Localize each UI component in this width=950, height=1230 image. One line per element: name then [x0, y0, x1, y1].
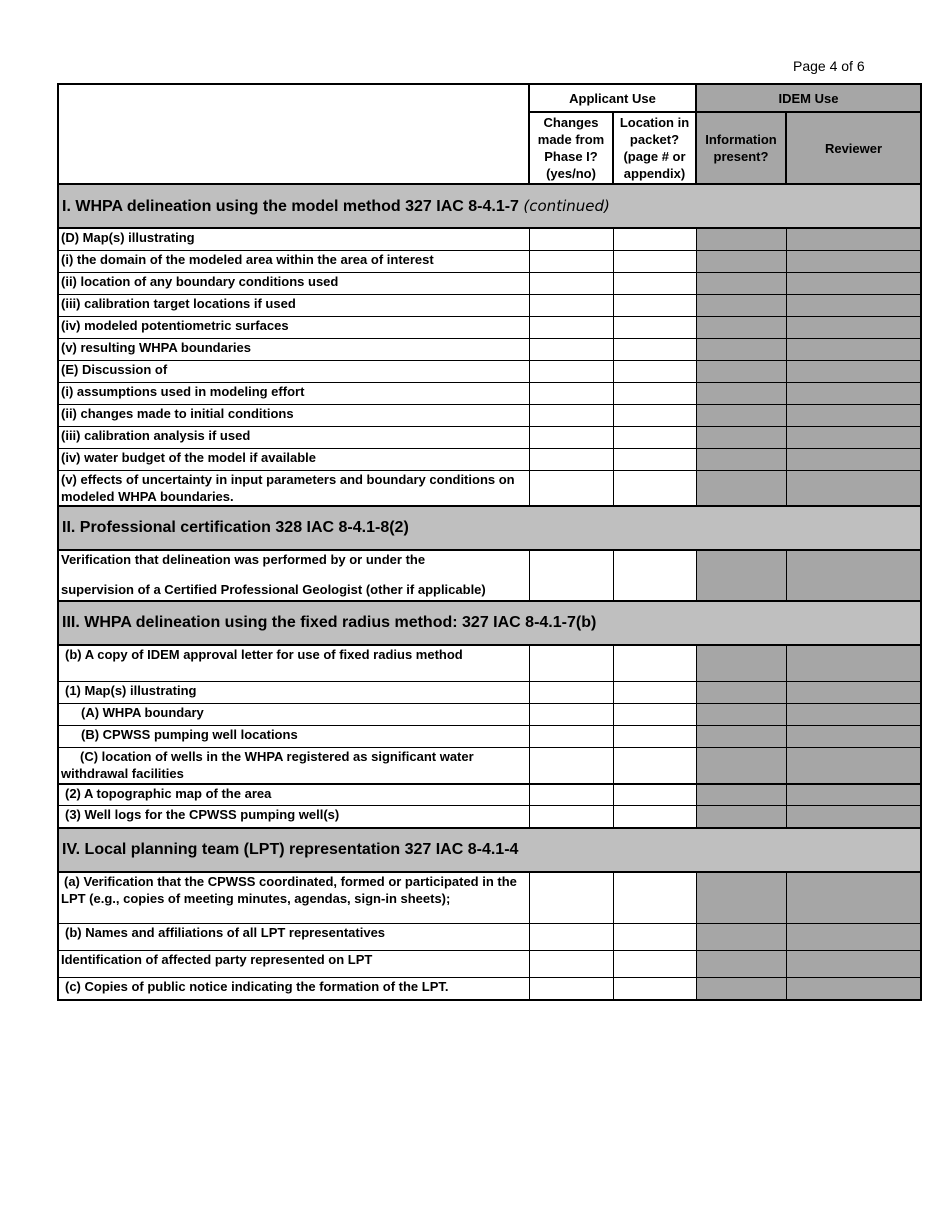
location-cell[interactable] — [613, 924, 696, 951]
reviewer-cell — [786, 382, 921, 404]
reviewer-cell — [786, 228, 921, 250]
reviewer-cell — [786, 924, 921, 951]
section-2-header: II. Professional certification 328 IAC 8-4.1-8(2) — [58, 506, 921, 550]
table-row — [58, 645, 921, 682]
table-row — [58, 748, 921, 784]
section-1-header — [58, 184, 921, 228]
row-label: (B) CPWSS pumping well locations — [58, 726, 529, 748]
col-changes-header: Changes made from Phase I? (yes/no) — [529, 112, 613, 184]
changes-cell[interactable] — [529, 316, 613, 338]
info-cell — [696, 470, 786, 506]
row-label: Identification of affected party represented on LPT — [58, 951, 529, 978]
changes-cell[interactable] — [529, 978, 613, 1000]
info-cell — [696, 726, 786, 748]
table-row — [58, 550, 921, 601]
info-cell — [696, 924, 786, 951]
info-cell — [696, 784, 786, 806]
reviewer-cell — [786, 978, 921, 1000]
row-label-line-1: Verification that delineation was performed by or under the — [61, 551, 426, 567]
table-row — [58, 470, 921, 506]
info-cell — [696, 426, 786, 448]
reviewer-cell — [786, 748, 921, 784]
table-row — [58, 382, 921, 404]
col-reviewer-header: Reviewer — [786, 112, 921, 184]
row-label: (3) Well logs for the CPWSS pumping well(s) — [58, 806, 529, 828]
row-label: (b) Names and affiliations of all LPT representatives — [58, 924, 529, 951]
table-row — [58, 978, 921, 1000]
location-cell[interactable] — [613, 806, 696, 828]
info-cell — [696, 360, 786, 382]
location-cell[interactable] — [613, 704, 696, 726]
changes-cell[interactable] — [529, 360, 613, 382]
reviewer-cell — [786, 726, 921, 748]
info-cell — [696, 294, 786, 316]
location-cell[interactable] — [613, 978, 696, 1000]
col-location-header: Location in packet? (page # or appendix) — [613, 112, 696, 184]
location-cell[interactable] — [613, 470, 696, 506]
location-cell[interactable] — [613, 360, 696, 382]
row-label: (A) WHPA boundary — [58, 704, 529, 726]
changes-cell[interactable] — [529, 748, 613, 784]
table-row — [58, 872, 921, 924]
changes-cell[interactable] — [529, 550, 613, 601]
row-label: (c) Copies of public notice indicating the formation of the LPT. — [58, 978, 529, 1000]
info-cell — [696, 338, 786, 360]
reviewer-cell — [786, 550, 921, 601]
info-cell — [696, 872, 786, 924]
changes-cell[interactable] — [529, 704, 613, 726]
table-row — [58, 294, 921, 316]
reviewer-cell — [786, 448, 921, 470]
reviewer-cell — [786, 806, 921, 828]
row-label: (b) A copy of IDEM approval letter for use of fixed radius method — [58, 645, 529, 682]
changes-cell[interactable] — [529, 382, 613, 404]
location-cell[interactable] — [613, 426, 696, 448]
info-cell — [696, 228, 786, 250]
row-label-line-1: (C) location of wells in the WHPA registered as significant water — [80, 749, 474, 764]
table-row — [58, 250, 921, 272]
section-1-suffix: (continued) — [523, 196, 610, 215]
location-cell[interactable] — [613, 726, 696, 748]
page-number: Page 4 of 6 — [793, 58, 865, 74]
reviewer-cell — [786, 294, 921, 316]
row-label-line-2: supervision of a Certified Professional Geologist (other if applicable) — [61, 581, 486, 597]
section-1-title: I. WHPA delineation using the model method 327 IAC 8-4.1-7 — [62, 197, 519, 215]
reviewer-cell — [786, 272, 921, 294]
changes-cell[interactable] — [529, 951, 613, 978]
row-label: (D) Map(s) illustrating — [58, 228, 529, 250]
location-cell[interactable] — [613, 951, 696, 978]
checklist-table — [57, 83, 922, 1001]
col-info-header: Information present? — [696, 112, 786, 184]
row-label: (iv) modeled potentiometric surfaces — [58, 316, 529, 338]
location-cell[interactable] — [613, 784, 696, 806]
changes-cell[interactable] — [529, 294, 613, 316]
info-cell — [696, 951, 786, 978]
table-row — [58, 704, 921, 726]
idem-use-header: IDEM Use — [696, 84, 921, 112]
location-cell[interactable] — [613, 316, 696, 338]
table-row — [58, 338, 921, 360]
section-3-header: III. WHPA delineation using the fixed radius method: 327 IAC 8-4.1-7(b) — [58, 601, 921, 645]
reviewer-cell — [786, 951, 921, 978]
reviewer-cell — [786, 784, 921, 806]
info-cell — [696, 382, 786, 404]
table-row — [58, 682, 921, 704]
reviewer-cell — [786, 872, 921, 924]
location-cell[interactable] — [613, 550, 696, 601]
info-cell — [696, 550, 786, 601]
info-cell — [696, 404, 786, 426]
table-row — [58, 360, 921, 382]
changes-cell[interactable] — [529, 404, 613, 426]
info-cell — [696, 978, 786, 1000]
info-cell — [696, 448, 786, 470]
reviewer-cell — [786, 404, 921, 426]
table-row — [58, 924, 921, 951]
applicant-use-header: Applicant Use — [529, 84, 696, 112]
info-cell — [696, 272, 786, 294]
table-row — [58, 404, 921, 426]
info-cell — [696, 250, 786, 272]
row-label: (a) Verification that the CPWSS coordinated, formed or participated in the LPT (e.g., copies of meeting minutes, agendas, sign-in sheets); — [58, 872, 529, 924]
changes-cell[interactable] — [529, 448, 613, 470]
location-cell[interactable] — [613, 645, 696, 682]
location-cell[interactable] — [613, 228, 696, 250]
changes-cell[interactable] — [529, 426, 613, 448]
location-cell[interactable] — [613, 338, 696, 360]
reviewer-cell — [786, 704, 921, 726]
row-label: (iii) calibration analysis if used — [58, 426, 529, 448]
row-label-line-2: withdrawal facilities — [61, 766, 184, 781]
changes-cell[interactable] — [529, 338, 613, 360]
location-cell[interactable] — [613, 272, 696, 294]
row-label: (iii) calibration target locations if used — [58, 294, 529, 316]
location-cell[interactable] — [613, 448, 696, 470]
row-label: (E) Discussion of — [58, 360, 529, 382]
table-row — [58, 784, 921, 806]
info-cell — [696, 806, 786, 828]
changes-cell[interactable] — [529, 250, 613, 272]
info-cell — [696, 704, 786, 726]
changes-cell[interactable] — [529, 682, 613, 704]
reviewer-cell — [786, 682, 921, 704]
reviewer-cell — [786, 470, 921, 506]
header-blank — [58, 84, 529, 184]
row-label: (2) A topographic map of the area — [58, 784, 529, 806]
table-row — [58, 272, 921, 294]
reviewer-cell — [786, 645, 921, 682]
section-4-header: IV. Local planning team (LPT) representation 327 IAC 8-4.1-4 — [58, 828, 921, 872]
table-row — [58, 316, 921, 338]
changes-cell[interactable] — [529, 272, 613, 294]
location-cell[interactable] — [613, 404, 696, 426]
row-label: (v) resulting WHPA boundaries — [58, 338, 529, 360]
info-cell — [696, 748, 786, 784]
reviewer-cell — [786, 426, 921, 448]
changes-cell[interactable] — [529, 806, 613, 828]
reviewer-cell — [786, 250, 921, 272]
changes-cell[interactable] — [529, 470, 613, 506]
row-label: (1) Map(s) illustrating — [58, 682, 529, 704]
table-row — [58, 951, 921, 978]
reviewer-cell — [786, 360, 921, 382]
info-cell — [696, 645, 786, 682]
location-cell[interactable] — [613, 748, 696, 784]
changes-cell[interactable] — [529, 726, 613, 748]
reviewer-cell — [786, 316, 921, 338]
table-row — [58, 228, 921, 250]
row-label: (ii) changes made to initial conditions — [58, 404, 529, 426]
row-label: (i) the domain of the modeled area within the area of interest — [58, 250, 529, 272]
location-cell[interactable] — [613, 872, 696, 924]
changes-cell[interactable] — [529, 645, 613, 682]
row-label — [58, 550, 529, 601]
table-row — [58, 448, 921, 470]
changes-cell[interactable] — [529, 784, 613, 806]
row-label: (ii) location of any boundary conditions used — [58, 272, 529, 294]
changes-cell[interactable] — [529, 228, 613, 250]
location-cell[interactable] — [613, 250, 696, 272]
row-label — [58, 748, 529, 784]
table-row — [58, 426, 921, 448]
info-cell — [696, 682, 786, 704]
table-row — [58, 806, 921, 828]
info-cell — [696, 316, 786, 338]
reviewer-cell — [786, 338, 921, 360]
location-cell[interactable] — [613, 682, 696, 704]
row-label: (v) effects of uncertainty in input parameters and boundary conditions on modeled WHPA boundaries. — [58, 470, 529, 506]
changes-cell[interactable] — [529, 872, 613, 924]
changes-cell[interactable] — [529, 924, 613, 951]
row-label: (iv) water budget of the model if available — [58, 448, 529, 470]
location-cell[interactable] — [613, 294, 696, 316]
row-label: (i) assumptions used in modeling effort — [58, 382, 529, 404]
table-row — [58, 726, 921, 748]
location-cell[interactable] — [613, 382, 696, 404]
